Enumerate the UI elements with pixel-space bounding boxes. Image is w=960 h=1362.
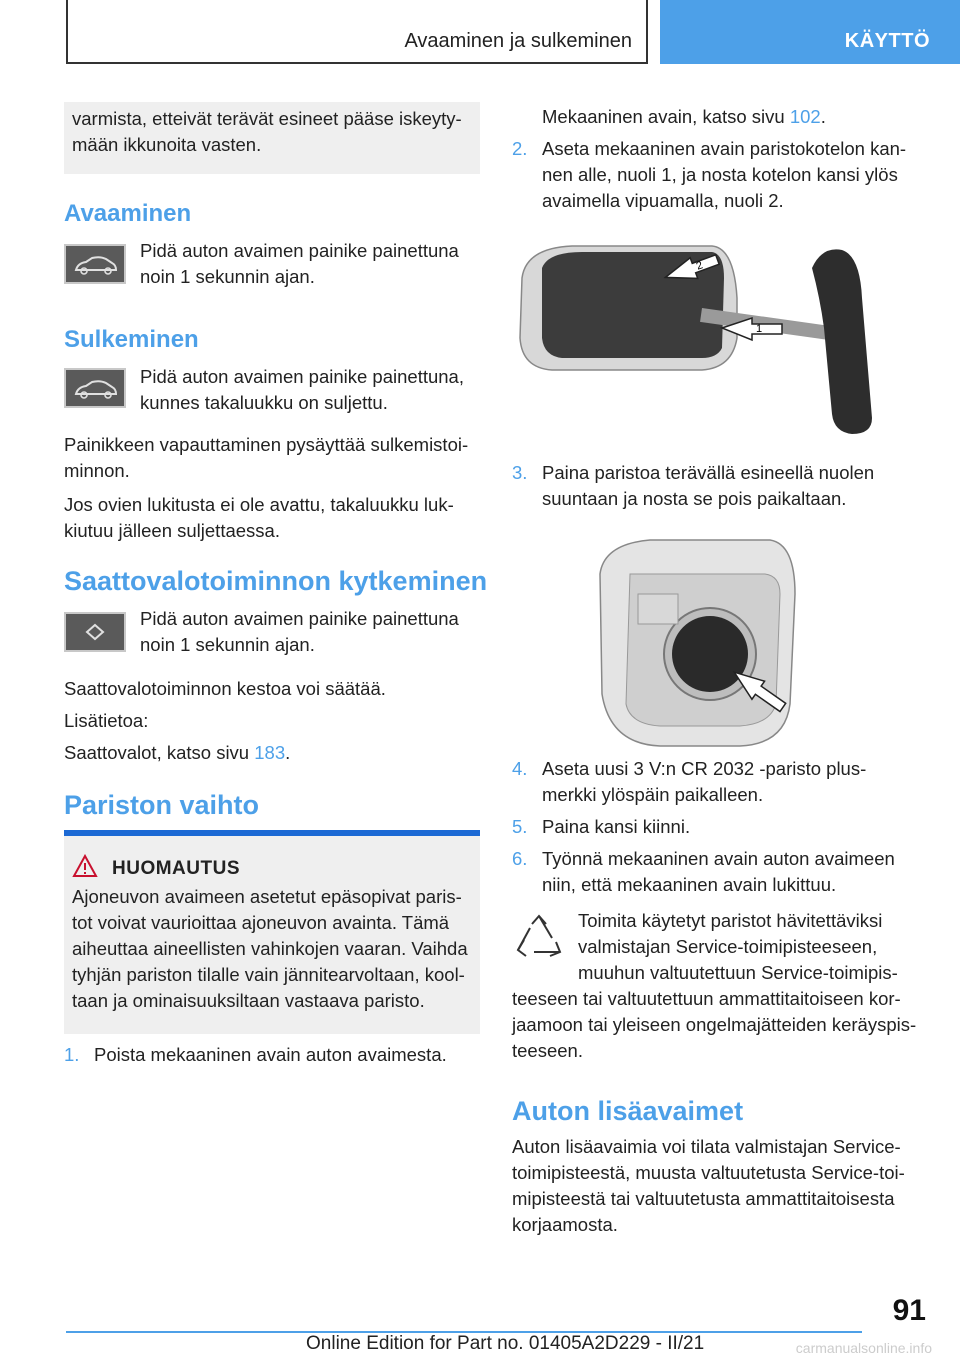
saattovalo-heading: Saattovalotoiminnon kytkeminen	[64, 566, 488, 596]
step-number: 2.	[512, 138, 528, 159]
text-line: niin, että mekaaninen avain lukittuu.	[542, 874, 837, 895]
header-section-box	[66, 0, 648, 64]
step-4	[512, 756, 932, 808]
text-line: Jos ovien lukitusta ei ole avattu, takaluukku luk-	[64, 494, 454, 515]
step-number: 4.	[512, 758, 528, 779]
battery-removal-illustration	[590, 534, 810, 750]
lisaavaimet-text	[512, 1134, 932, 1238]
saattovalo-text	[140, 606, 480, 658]
paragraph-duration	[64, 676, 480, 702]
arrow-label-1: 1	[756, 323, 763, 335]
text-line: suuntaan ja nosta se pois paikaltaan.	[542, 488, 847, 509]
text-line: mipisteestä tai valtuutetusta ammattitaitoisesta	[512, 1188, 895, 1209]
step-text: Poista mekaaninen avain auton avaimesta.	[94, 1044, 447, 1065]
text-line: Pidä auton avaimen painike painettuna	[140, 240, 459, 261]
step-number: 1.	[64, 1044, 80, 1065]
text-line: Saattovalotoiminnon kestoa voi säätää.	[64, 678, 386, 699]
text-line: Painikkeen vapauttaminen pysäyttää sulkemistoi-	[64, 434, 469, 455]
page-number: 91	[892, 1294, 926, 1327]
recycle-text	[512, 908, 932, 1064]
text-line: teeseen.	[512, 1040, 583, 1061]
step-number: 6.	[512, 848, 528, 869]
car-lock-icon	[64, 368, 126, 408]
step-number: 5.	[512, 816, 528, 837]
footer-edition: Online Edition for Part no. 01405A2D229 - II/21	[306, 1333, 705, 1354]
text-line: Paina paristoa terävällä esineellä nuolen	[542, 462, 875, 483]
paragraph-release	[64, 432, 480, 484]
text-line: Ajoneuvon avaimeen asetetut epäsopivat paris-	[72, 886, 462, 907]
paragraph-more-info	[64, 708, 480, 734]
step-2	[512, 136, 932, 214]
page-link-102[interactable]: 102	[789, 106, 821, 127]
text-line: korjaamosta.	[512, 1214, 618, 1235]
step-number: 3.	[512, 462, 528, 483]
intro-text	[72, 106, 477, 158]
text-line: Auton lisäavaimia voi tilata valmistajan Service-	[512, 1136, 901, 1157]
text-line: nen alle, nuoli 1, ja nosta kotelon kansi ylös	[542, 164, 898, 185]
text-line: valmistajan Service-toimipisteeseen,	[578, 936, 878, 957]
paragraph-lock	[64, 492, 480, 544]
step-6	[512, 846, 932, 898]
intro-line: mään ikkunoita vasten.	[72, 134, 262, 155]
light-diamond-icon	[64, 612, 126, 652]
watermark: carmanualsonline.info	[795, 1340, 932, 1356]
warning-triangle-icon	[72, 854, 98, 883]
text-line: noin 1 sekunnin ajan.	[140, 266, 315, 287]
ref-text: Mekaaninen avain, katso sivu	[542, 106, 790, 127]
ref-text: Saattovalot, katso sivu	[64, 742, 255, 763]
text-line: kunnes takaluukku on suljettu.	[140, 392, 388, 413]
text-line: minnon.	[64, 460, 130, 481]
header-chapter-title: KÄYTTÖ	[844, 30, 930, 52]
paragraph-saattovalot-ref	[64, 740, 480, 766]
warning-text	[72, 884, 480, 1014]
intro-line: varmista, etteivät terävät esineet pääse iskeyty-	[72, 108, 462, 129]
arrow-label-2: 2	[694, 259, 705, 273]
text-line: tyhjän pariston tilalle vain jännitearvoltaan, kool-	[72, 964, 465, 985]
text-line: Lisätietoa:	[64, 710, 149, 731]
step-3	[512, 460, 932, 512]
header-section-title: Avaaminen ja sulkeminen	[404, 30, 632, 52]
ref-end: .	[285, 742, 291, 763]
ref-end: .	[820, 106, 826, 127]
step-1-continued	[542, 104, 932, 130]
key-removal-illustration	[512, 238, 932, 452]
step-text: Paina kansi kiinni.	[542, 816, 691, 837]
text-line: noin 1 sekunnin ajan.	[140, 634, 315, 655]
text-line: avaimella vipuamalla, nuoli 2.	[542, 190, 784, 211]
text-line: kiutuu jälleen suljettaessa.	[64, 520, 280, 541]
pariston-heading: Pariston vaihto	[64, 790, 260, 820]
text-line: Aseta uusi 3 V:n CR 2032 -paristo plus-	[542, 758, 867, 779]
text-line: Toimita käytetyt paristot hävitettäviksi	[578, 910, 883, 931]
sulkeminen-text	[140, 364, 480, 416]
avaaminen-heading: Avaaminen	[64, 200, 192, 227]
warning-title: HUOMAUTUS	[112, 858, 240, 879]
step-5	[512, 814, 932, 840]
sulkeminen-heading: Sulkeminen	[64, 326, 199, 353]
text-line: toimipisteestä, muusta valtuutetusta Service-toi-	[512, 1162, 905, 1183]
text-line: Pidä auton avaimen painike painettuna,	[140, 366, 464, 387]
lisaavaimet-heading: Auton lisäavaimet	[512, 1096, 744, 1126]
header-chapter-tab[interactable]	[660, 0, 960, 64]
text-line: taan ja ominaisuuksiltaan vastaava paristo.	[72, 990, 425, 1011]
text-line: Työnnä mekaaninen avain auton avaimeen	[542, 848, 895, 869]
text-line: Pidä auton avaimen painike painettuna	[140, 608, 459, 629]
text-line: Aseta mekaaninen avain paristokotelon kan-	[542, 138, 907, 159]
text-line: merkki ylöspäin paikalleen.	[542, 784, 764, 805]
page-link-183[interactable]: 183	[254, 742, 286, 763]
text-line: teeseen tai valtuutettuun ammattitaitoiseen kor-	[512, 988, 901, 1009]
text-line: tot voivat vaurioittaa ajoneuvon avainta. Tämä	[72, 912, 450, 933]
text-line: muuhun valtuutettuun Service-toimipis-	[578, 962, 898, 983]
text-line: aiheuttaa aineellisten vahinkojen vaaran. Vaihda	[72, 938, 468, 959]
step-1	[64, 1042, 480, 1068]
car-unlock-icon	[64, 244, 126, 284]
text-line: jaamoon tai yleiseen ongelmajätteiden keräyspis-	[512, 1014, 917, 1035]
avaaminen-text	[140, 238, 480, 290]
